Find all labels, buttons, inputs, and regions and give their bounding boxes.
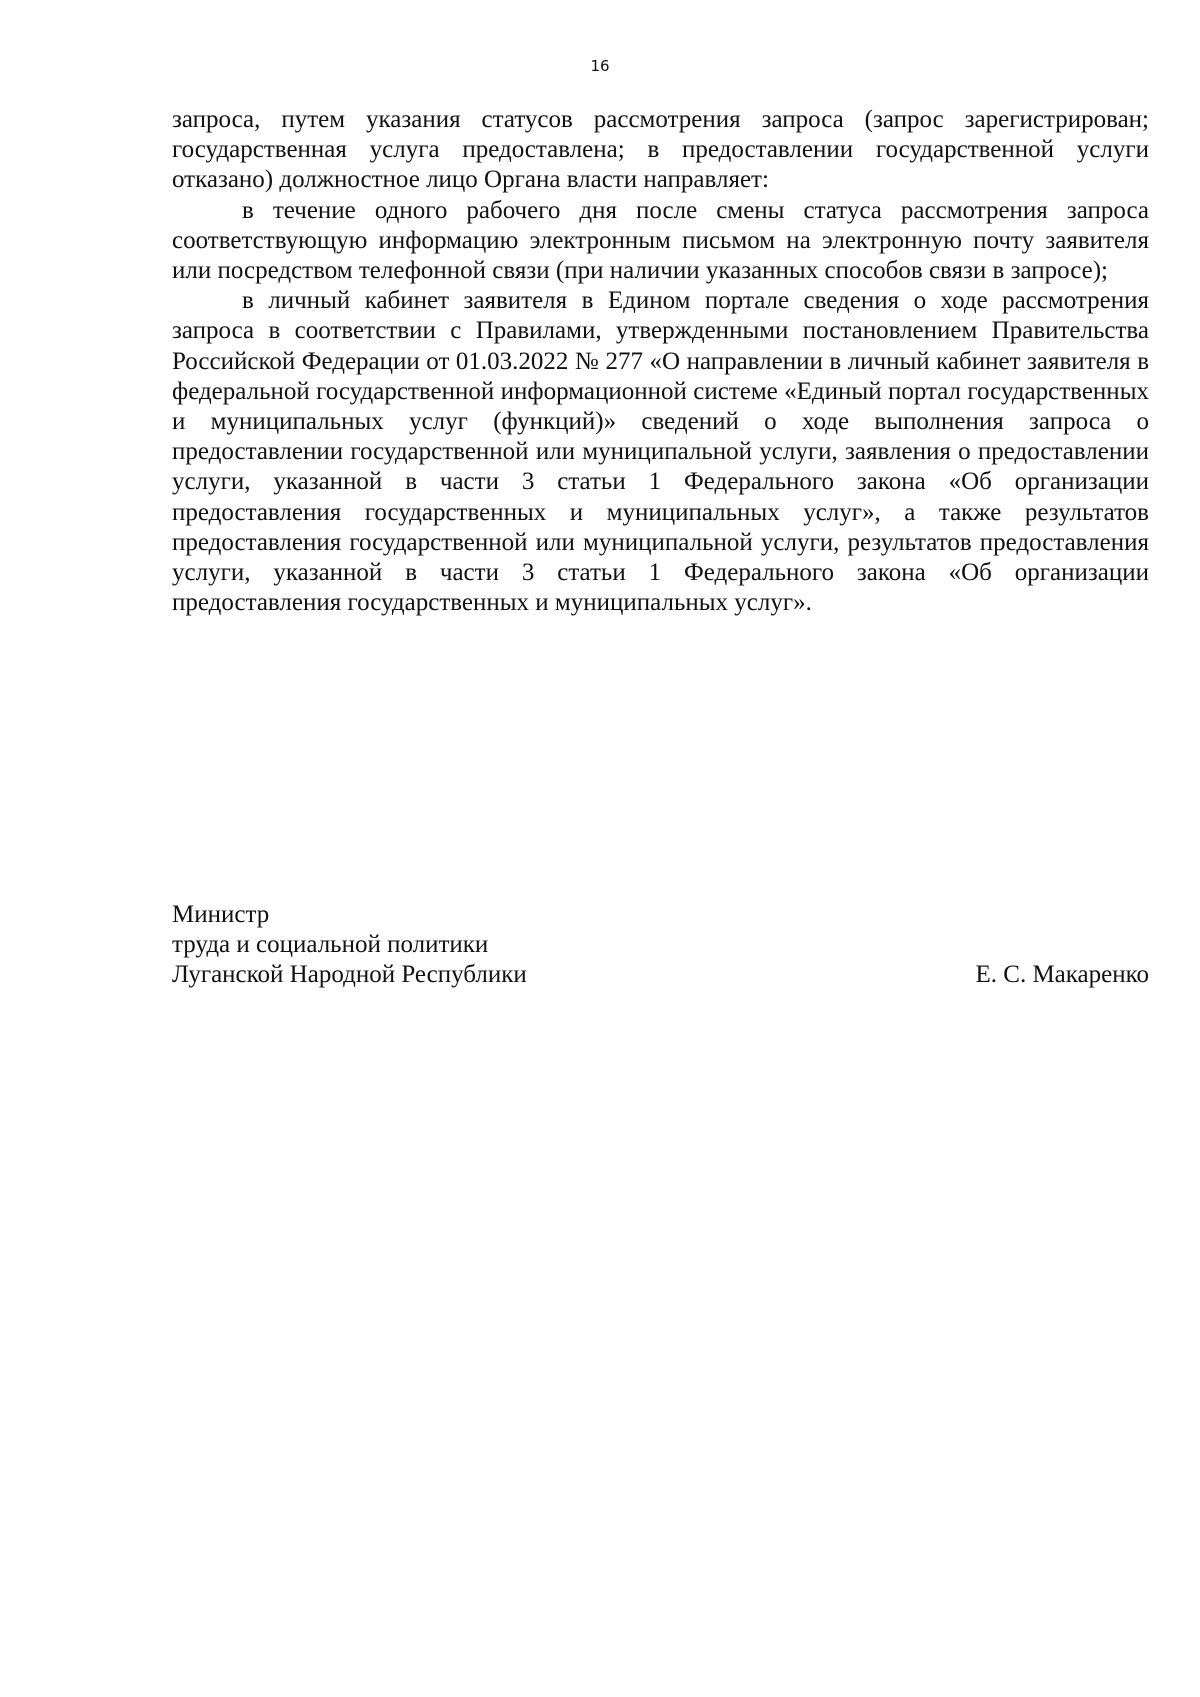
signatory-name: Е. С. Макаренко xyxy=(975,961,1149,989)
signatory-title-line1: Министр xyxy=(172,901,270,928)
page-number: 16 xyxy=(590,57,610,75)
paragraph-email-notification: в течение одного рабочего дня после смены статуса рассмотрения запроса соответствующую информацию электронным письмом на электронную почту заявителя или посредством телефонной связи (при наличии указанных способов связи в запросе); xyxy=(172,196,1149,285)
signature-row xyxy=(172,960,1149,990)
paragraph-personal-cabinet: в личный кабинет заявителя в Едином портале сведения о ходе рассмотрения запроса в соответствии с Правилами, утвержденными постановлением Правительства Российской Федерации от 01.03.2022 № 277 «О направлении в личный кабинет заявителя в федеральной государственной информационной системе «Единый портал государственных и муниципальных услуг (функций)» сведений о ходе выполнения запроса о предоставлении государственной или муниципальной услуги, заявления о предоставлении услуги, указанной в части 3 статьи 1 Федерального закона «Об организации предоставления государственных и муниципальных услуг», а также результатов предоставления государственной или муниципальной услуги, результатов предоставления услуги, указанной в части 3 статьи 1 Федерального закона «Об организации предоставления государственных и муниципальных услуг». xyxy=(172,287,1149,617)
paragraph-continuation: запроса, путем указания статусов рассмотрения запроса (запрос зарегистрирован; государственная услуга предоставлена; в предоставлении государственной услуги отказано) должностное лицо Органа власти направляет: xyxy=(172,106,1149,194)
signature-block xyxy=(172,900,1149,991)
signatory-title-line2: труда и социальной политики xyxy=(172,931,489,959)
document-body xyxy=(172,105,1149,618)
signatory-title-line3: Луганской Народной Республики xyxy=(172,961,527,989)
